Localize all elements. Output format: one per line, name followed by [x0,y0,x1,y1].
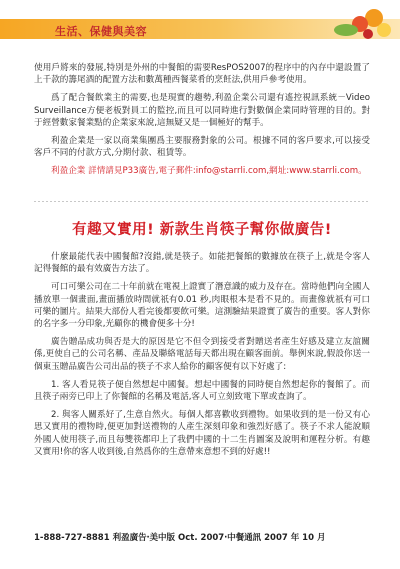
section-title: 生活、保健與美容 [55,25,147,38]
intro-paragraph: 利盈企業是一家以商業集團爲主要服務對象的公司。根據不同的客戶要求,可以接受客戶不同的付款方式,分期付款、租賃等。 [34,136,370,159]
article-paragraph: 什麼最能代表中國餐館?沒錯,就是筷子。如能把餐館的數據放在筷子上,就是令客人記得餐館的最有效廣告方法了。 [34,252,370,275]
list-item: 1. 客人看見筷子便自然想起中國餐。想起中國餐的同時便自然想起你的餐館了。而且筷子兩旁已印上了你餐館的名稱及電話,客人可立刻致電下單或查詢了。 [34,379,370,403]
section-divider [34,201,370,202]
article-headline: 有趣又實用! 新款生肖筷子幫你做廣告! [72,222,332,238]
header-decoration-icon [316,4,394,44]
article-body [34,251,370,464]
intro-paragraph: 爲了配合餐飲業主的需要,也是現實的趨勢,利盈企業公司還有遙控視訊系統－Video Surveillance方便老板對員工的監控,而且可以同時進行對數個企業同時管理的目的。對于經營數家餐業點的企業家來說,這無疑又是一個極好的幫手。 [34,93,370,128]
page-footer: 1-888-727-8881 利盈廣告‧美中版 Oct. 2007‧中餐通訊 2007 年 10 月 [34,533,326,543]
intro-section [34,62,370,184]
list-item: 2. 與客人關系好了,生意自然火。每個人都喜歡收到禮物。如果收到的是一份又有心思又實用的禮物時,便更加對送禮物的人產生深刻印象和強烈好感了。筷子不求人能說順外國人使用筷子,而且每雙筷都印上了我們中國的十二生肖圖案及說明和運程分析。有趣又實用!你的客人收到後,自然爲你的生意帶來意想不到的好處!! [34,410,370,457]
article-paragraph: 可口可樂公司在二十年前就在電視上證實了潛意識的威力及存在。當時他們向全國人播放單一個畫面,畫面播放時間就祇有0.01 秒,肉眼根本是看不見的。而畫像就祇有可口可樂的圖片。結果大部份人看完後都要飲可樂。這測驗結果證實了廣告的重要。客人對你的名字多一分印象,光顧你的機會便多十分! [34,282,370,330]
intro-paragraph: 使用戶將來的發展,特別是外州的中餐館的需要ResPOS2007的程序中的內存中還設置了上千款的籌尾酒的配置方法和數萬種西餐菜肴的烹飪法,供用戶參考使用。 [34,63,370,86]
contact-info: 利盈企業 詳情請見P33廣告,電子郵件:info@starrli.com,網址:www.starrli.com。 [51,166,367,177]
article-paragraph: 廣告贈品成功與否是大的原因是它不但令到接受者對贈送者產生好感及建立友誼關係,更使自己的公司名稱、產品及聯絡電話每天都出現在顧客面前。舉例來說,假設你送一個東玉贈品廣告公司出品的筷子不求人給你的顧客便有以下好處了: [34,337,370,372]
